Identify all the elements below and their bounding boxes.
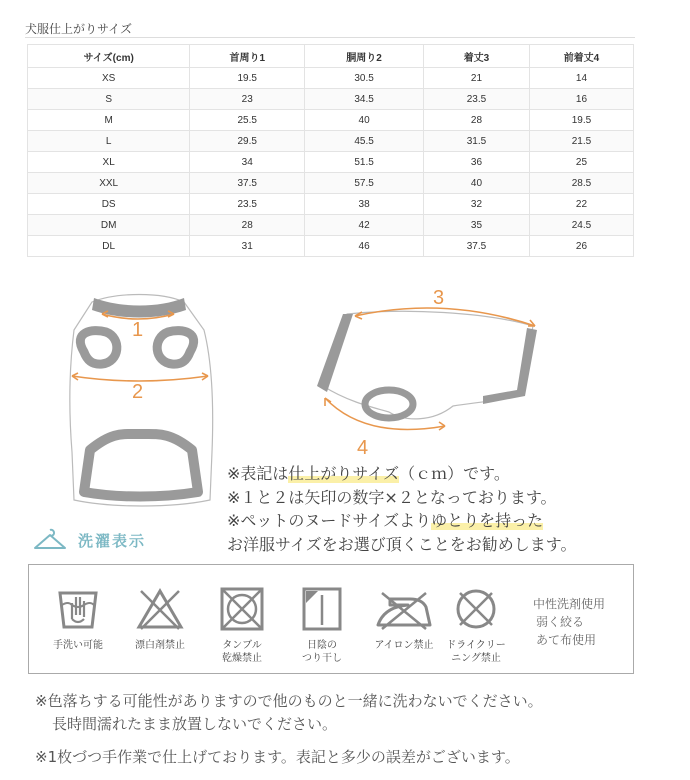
no-iron-icon — [374, 585, 434, 633]
care-item-label: タンブル 乾燥禁止 — [222, 640, 262, 664]
column-header: 前着丈4 — [529, 45, 633, 68]
care-instructions — [533, 595, 605, 649]
table-cell: 21.5 — [529, 131, 633, 152]
column-header: サイズ(cm) — [28, 45, 190, 68]
table-cell: 40 — [423, 173, 529, 194]
table-cell: 51.5 — [305, 152, 424, 173]
care-item-label: ドライクリー ニング禁止 — [446, 640, 506, 664]
table-cell: 21 — [423, 68, 529, 89]
highlighted-text: 仕上がりサイズ — [288, 464, 400, 483]
footer-line: 長時間濡れたまま放置しないでください。 — [52, 715, 338, 733]
table-row — [28, 89, 634, 110]
table-cell: 23 — [190, 89, 305, 110]
table-cell: 28 — [423, 110, 529, 131]
table-row — [28, 131, 634, 152]
title-divider — [25, 37, 635, 38]
table-cell: M — [28, 110, 190, 131]
table-cell: 25.5 — [190, 110, 305, 131]
care-item — [207, 585, 277, 665]
table-cell: 28 — [190, 215, 305, 236]
table-cell: 30.5 — [305, 68, 424, 89]
care-item-label: 日陰の つり干し — [302, 640, 342, 664]
diagram-label-3: 3 — [433, 287, 445, 309]
table-cell: 24.5 — [529, 215, 633, 236]
column-header: 胴周り2 — [305, 45, 424, 68]
footer-line: ※色落ちする可能性がありますので他のものと一緒に洗わないでください。 — [35, 692, 543, 710]
front-view-diagram — [62, 292, 222, 514]
table-cell: S — [28, 89, 190, 110]
care-item — [43, 585, 113, 652]
table-cell: 28.5 — [529, 173, 633, 194]
care-item-label: アイロン禁止 — [374, 640, 434, 651]
table-cell: 31.5 — [423, 131, 529, 152]
table-row — [28, 152, 634, 173]
table-cell: 14 — [529, 68, 633, 89]
table-cell: 35 — [423, 215, 529, 236]
care-item — [287, 585, 357, 665]
care-heading — [32, 528, 146, 552]
table-cell: 37.5 — [190, 173, 305, 194]
table-cell: 32 — [423, 194, 529, 215]
note-line: お洋服サイズをお選び頂くことをお勧めします。 — [227, 534, 577, 554]
table-cell: 40 — [305, 110, 424, 131]
table-row — [28, 68, 634, 89]
diagram-label-4: 4 — [357, 437, 369, 459]
table-cell: 19.5 — [190, 68, 305, 89]
note-line: ※ペットのヌードサイズよりゆとりを持った — [227, 511, 544, 530]
size-chart-title: 犬服仕上がりサイズ — [25, 22, 133, 36]
shade-line-dry-icon — [298, 585, 346, 633]
care-item-label: 手洗い可能 — [53, 640, 103, 651]
table-cell: 38 — [305, 194, 424, 215]
diagram-label-1: 1 — [132, 319, 144, 341]
hand-wash-icon — [54, 585, 102, 633]
table-cell: 36 — [423, 152, 529, 173]
care-item — [369, 585, 439, 652]
footer-line: ※1枚づつ手作業で仕上げております。表記と多少の誤差がございます。 — [35, 748, 520, 766]
table-row — [28, 236, 634, 257]
table-cell: 37.5 — [423, 236, 529, 257]
table-cell: 46 — [305, 236, 424, 257]
care-heading-title: 洗濯表示 — [78, 531, 147, 550]
table-cell: DM — [28, 215, 190, 236]
table-cell: DL — [28, 236, 190, 257]
table-cell: 25 — [529, 152, 633, 173]
table-header-row — [28, 45, 634, 68]
table-cell: XXL — [28, 173, 190, 194]
table-cell: 42 — [305, 215, 424, 236]
care-item — [441, 585, 511, 665]
table-cell: 34 — [190, 152, 305, 173]
care-item-label: 漂白剤禁止 — [135, 640, 185, 651]
table-cell: XL — [28, 152, 190, 173]
column-header: 首周り1 — [190, 45, 305, 68]
care-item — [125, 585, 195, 652]
table-cell: 23.5 — [423, 89, 529, 110]
table-row — [28, 194, 634, 215]
no-tumble-dry-icon — [218, 585, 266, 633]
table-cell: 22 — [529, 194, 633, 215]
table-cell: 34.5 — [305, 89, 424, 110]
size-notes — [227, 462, 576, 556]
table-cell: 31 — [190, 236, 305, 257]
care-label-box — [28, 564, 634, 674]
side-view-diagram — [305, 282, 555, 462]
table-cell: 45.5 — [305, 131, 424, 152]
care-instruction-line: 中性洗剤使用 — [533, 597, 606, 611]
care-instruction-line: あて布使用 — [536, 633, 597, 647]
no-bleach-icon — [135, 585, 185, 633]
table-cell: L — [28, 131, 190, 152]
table-cell: 26 — [529, 236, 633, 257]
table-cell: 29.5 — [190, 131, 305, 152]
size-table — [27, 44, 634, 257]
note-line: ※表記は仕上がりサイズ（ｃｍ）です。 — [227, 464, 510, 483]
table-cell: 23.5 — [190, 194, 305, 215]
highlighted-text: ゆとりを持った — [431, 511, 544, 530]
table-row — [28, 215, 634, 236]
table-cell: XS — [28, 68, 190, 89]
note-line: ※１と２は矢印の数字×２となっております。 — [227, 487, 557, 507]
table-cell: 16 — [529, 89, 633, 110]
column-header: 着丈3 — [423, 45, 529, 68]
no-dry-clean-icon — [452, 585, 500, 633]
hanger-icon — [32, 528, 68, 552]
table-row — [28, 110, 634, 131]
table-cell: 57.5 — [305, 173, 424, 194]
table-cell: DS — [28, 194, 190, 215]
table-row — [28, 173, 634, 194]
table-cell: 19.5 — [529, 110, 633, 131]
diagram-label-2: 2 — [132, 381, 144, 403]
care-instruction-line: 弱く絞る — [536, 615, 585, 629]
